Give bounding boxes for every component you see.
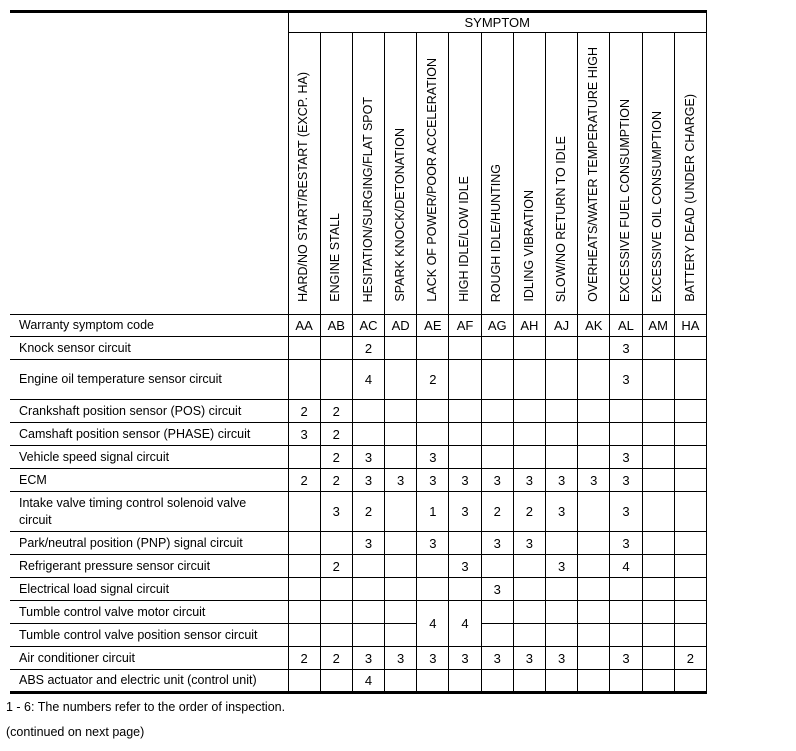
symptom-value-cell: 2 [352,492,384,532]
symptom-value-cell [320,601,352,624]
warranty-code-cell: AB [320,315,352,337]
footnotes [6,700,796,740]
symptom-value-cell: 3 [481,469,513,492]
symptom-value-cell: 3 [449,555,481,578]
symptom-value-cell [546,446,578,469]
symptom-value-cell [642,492,674,532]
symptom-column-header [610,33,642,315]
symptom-value-cell [546,670,578,693]
symptom-value-cell [449,423,481,446]
symptom-value-cell [385,601,417,624]
symptom-value-cell [481,601,513,624]
symptom-value-cell: 2 [320,555,352,578]
symptom-value-cell [385,337,417,360]
symptom-value-cell [385,532,417,555]
symptom-column-label: BATTERY DEAD (UNDER CHARGE) [682,94,697,302]
system-label-cell: Crankshaft position sensor (POS) circuit [10,400,288,423]
system-label-cell: Knock sensor circuit [10,337,288,360]
symptom-value-cell: 3 [546,492,578,532]
symptom-value-cell [578,446,610,469]
symptom-column-label: HIGH IDLE/LOW IDLE [457,176,472,302]
system-label-cell: Intake valve timing control solenoid valve circuit [10,492,288,532]
symptom-value-cell: 2 [320,400,352,423]
symptom-value-cell [481,446,513,469]
symptom-column-label: SPARK KNOCK/DETONATION [392,128,407,302]
symptom-value-cell [674,492,706,532]
symptom-value-cell [320,578,352,601]
symptom-value-cell [674,601,706,624]
system-row [10,423,707,446]
symptom-value-cell: 3 [610,446,642,469]
symptom-value-cell [288,446,320,469]
symptom-value-cell: 3 [546,555,578,578]
symptom-value-cell [578,360,610,400]
symptom-value-cell [449,578,481,601]
system-label-cell: Park/neutral position (PNP) signal circuit [10,532,288,555]
warranty-code-row [10,315,707,337]
symptom-value-cell [352,423,384,446]
symptom-value-cell: 3 [449,647,481,670]
symptom-column-header [449,33,481,315]
symptom-value-cell [352,624,384,647]
system-label-cell: Tumble control valve position sensor circuit [10,624,288,647]
symptom-value-cell [610,423,642,446]
symptom-value-cell [320,337,352,360]
warranty-code-cell: AG [481,315,513,337]
symptom-value-cell [642,532,674,555]
symptom-value-cell [546,624,578,647]
symptom-value-cell [642,578,674,601]
symptom-value-cell: 3 [385,647,417,670]
symptom-column-header [481,33,513,315]
symptom-header-row [10,12,707,33]
symptom-value-cell: 3 [610,360,642,400]
symptom-column-label: IDLING VIBRATION [521,190,536,302]
symptom-column-header [674,33,706,315]
symptom-value-cell [385,624,417,647]
symptom-value-cell [642,555,674,578]
system-row [10,532,707,555]
symptom-value-cell: 3 [352,446,384,469]
symptom-value-cell [642,469,674,492]
symptom-value-cell [449,446,481,469]
symptom-value-cell [385,360,417,400]
symptom-value-cell: 2 [288,400,320,423]
symptom-value-cell: 1 [417,492,449,532]
symptom-column-header [320,33,352,315]
symptom-value-cell [546,360,578,400]
symptom-value-cell [449,670,481,693]
system-label-cell: Vehicle speed signal circuit [10,446,288,469]
symptom-column-header [578,33,610,315]
symptom-value-cell [417,400,449,423]
symptom-value-cell: 3 [610,492,642,532]
symptom-value-cell: 2 [352,337,384,360]
symptom-value-cell [674,446,706,469]
symptom-value-cell: 3 [352,469,384,492]
symptom-value-cell [320,624,352,647]
symptom-column-label: HARD/NO START/RESTART (EXCP. HA) [296,72,311,302]
system-row [10,647,707,670]
symptom-value-cell [449,400,481,423]
symptom-value-cell [417,337,449,360]
symptom-value-cell [288,360,320,400]
symptom-value-cell [674,400,706,423]
symptom-value-cell [449,337,481,360]
warranty-code-cell: AD [385,315,417,337]
symptom-value-cell [417,670,449,693]
symptom-value-cell [385,492,417,532]
symptom-value-cell [513,670,545,693]
symptom-value-cell [642,670,674,693]
symptom-value-cell [546,337,578,360]
symptom-column-label: ROUGH IDLE/HUNTING [489,163,504,302]
symptom-value-cell [642,446,674,469]
symptom-value-cell [642,647,674,670]
symptom-value-cell [385,555,417,578]
symptom-value-cell: 4 [610,555,642,578]
symptom-value-cell [481,670,513,693]
symptom-column-header [513,33,545,315]
symptom-value-cell [610,601,642,624]
symptom-column-header [385,33,417,315]
symptom-column-label: ENGINE STALL [328,213,343,302]
symptom-value-cell: 2 [674,647,706,670]
symptom-value-cell: 3 [352,647,384,670]
symptom-value-cell [642,360,674,400]
symptom-value-cell: 3 [417,469,449,492]
symptom-column-label: OVERHEATS/WATER TEMPERATURE HIGH [585,47,600,302]
symptom-value-cell: 2 [320,469,352,492]
symptom-value-cell: 3 [546,469,578,492]
symptom-value-cell [610,624,642,647]
warranty-code-cell: AF [449,315,481,337]
symptom-value-cell: 3 [546,647,578,670]
symptom-value-cell [288,601,320,624]
symptom-value-cell: 3 [449,469,481,492]
symptom-value-cell [513,578,545,601]
symptom-value-cell [385,670,417,693]
symptom-value-cell: 2 [320,423,352,446]
symptom-value-cell: 3 [417,647,449,670]
symptom-value-cell [417,423,449,446]
symptom-value-cell [674,337,706,360]
symptom-value-cell [320,360,352,400]
symptom-value-cell [546,532,578,555]
symptom-column-label: SLOW/NO RETURN TO IDLE [553,135,568,302]
symptom-value-cell [385,446,417,469]
symptom-value-cell [642,624,674,647]
symptom-value-cell [546,400,578,423]
symptom-value-cell: 4 [449,601,481,647]
symptom-value-cell [610,400,642,423]
symptom-value-cell [674,624,706,647]
symptom-value-cell [417,578,449,601]
system-row [10,601,707,624]
symptom-column-label: EXCESSIVE OIL CONSUMPTION [650,110,665,302]
continued-note: (continued on next page) [6,724,145,739]
symptom-value-cell: 2 [417,360,449,400]
symptom-value-cell: 3 [513,532,545,555]
symptom-value-cell [288,624,320,647]
symptom-value-cell [513,601,545,624]
symptom-value-cell [320,670,352,693]
system-label-cell: Air conditioner circuit [10,647,288,670]
system-label-cell: ECM [10,469,288,492]
symptom-value-cell: 2 [288,469,320,492]
symptom-value-cell [578,555,610,578]
symptom-value-cell [546,423,578,446]
symptom-value-cell [449,532,481,555]
symptom-value-cell [320,532,352,555]
symptom-value-cell: 3 [610,337,642,360]
warranty-code-cell: AE [417,315,449,337]
symptom-value-cell [352,578,384,601]
symptom-value-cell [481,423,513,446]
symptom-value-cell [578,400,610,423]
warranty-code-cell: AK [578,315,610,337]
symptom-value-cell [513,400,545,423]
symptom-value-cell: 2 [288,647,320,670]
symptom-value-cell: 4 [417,601,449,647]
symptom-value-cell [481,624,513,647]
system-row [10,555,707,578]
system-row [10,337,707,360]
symptom-value-cell [481,400,513,423]
symptom-value-cell: 2 [320,647,352,670]
inspection-order-note: 1 - 6: The numbers refer to the order of inspection. [6,700,286,714]
symptom-value-cell [352,601,384,624]
warranty-code-cell: AM [642,315,674,337]
system-row [10,446,707,469]
symptom-value-cell: 2 [481,492,513,532]
symptom-column-header [288,33,320,315]
symptom-value-cell [481,360,513,400]
system-row [10,360,707,400]
symptom-value-cell [674,360,706,400]
symptom-value-cell [546,601,578,624]
symptom-value-cell [674,423,706,446]
system-label-cell: Refrigerant pressure sensor circuit [10,555,288,578]
warranty-code-cell: AJ [546,315,578,337]
symptom-value-cell [385,423,417,446]
symptom-value-cell: 3 [513,647,545,670]
symptom-value-cell: 3 [610,532,642,555]
symptom-value-cell: 3 [481,578,513,601]
symptom-value-cell [352,400,384,423]
symptom-value-cell [288,337,320,360]
system-row [10,469,707,492]
symptom-value-cell: 3 [578,469,610,492]
symptom-column-header [352,33,384,315]
symptom-value-cell [610,578,642,601]
symptom-value-cell [288,670,320,693]
system-label-cell: Electrical load signal circuit [10,578,288,601]
warranty-code-cell: AA [288,315,320,337]
system-label-cell: Tumble control valve motor circuit [10,601,288,624]
symptom-value-cell [578,337,610,360]
symptom-column-label: EXCESSIVE FUEL CONSUMPTION [618,98,633,302]
symptom-value-cell: 3 [481,647,513,670]
symptom-value-cell [513,555,545,578]
symptom-value-cell [385,578,417,601]
symptom-column-header [546,33,578,315]
symptom-value-cell [352,555,384,578]
system-label-cell: Engine oil temperature sensor circuit [10,360,288,400]
symptom-value-cell: 4 [352,670,384,693]
symptom-value-cell: 3 [288,423,320,446]
symptom-value-cell [578,670,610,693]
symptom-header-cell: SYMPTOM [288,12,707,33]
symptom-value-cell [578,578,610,601]
symptom-value-cell: 3 [449,492,481,532]
symptom-column-label: HESITATION/SURGING/FLAT SPOT [360,96,375,302]
symptom-value-cell: 3 [320,492,352,532]
symptom-value-cell [610,670,642,693]
symptom-value-cell [642,400,674,423]
symptom-value-cell [578,624,610,647]
symptom-value-cell: 3 [417,446,449,469]
symptom-value-cell: 3 [513,469,545,492]
warranty-code-row-label: Warranty symptom code [10,315,288,337]
symptom-diagnosis-table [10,10,707,694]
warranty-code-cell: AL [610,315,642,337]
symptom-value-cell [578,647,610,670]
symptom-value-cell: 3 [610,469,642,492]
symptom-value-cell [481,337,513,360]
symptom-value-cell [288,555,320,578]
symptom-value-cell: 3 [481,532,513,555]
symptom-column-header [642,33,674,315]
symptom-value-cell [385,400,417,423]
symptom-value-cell [578,532,610,555]
symptom-value-cell [288,532,320,555]
symptom-value-cell: 3 [352,532,384,555]
symptom-value-cell [481,555,513,578]
system-label-cell: ABS actuator and electric unit (control unit) [10,670,288,693]
symptom-value-cell [513,446,545,469]
symptom-value-cell [642,423,674,446]
symptom-value-cell [674,469,706,492]
warranty-code-cell: AH [513,315,545,337]
symptom-value-cell [674,578,706,601]
symptom-value-cell: 3 [610,647,642,670]
symptom-value-cell [449,360,481,400]
symptom-value-cell [578,601,610,624]
symptom-value-cell: 2 [513,492,545,532]
symptom-value-cell: 3 [417,532,449,555]
symptom-value-cell [674,670,706,693]
symptom-value-cell [578,492,610,532]
symptom-value-cell [642,337,674,360]
symptom-value-cell: 3 [385,469,417,492]
system-label-cell: Camshaft position sensor (PHASE) circuit [10,423,288,446]
symptom-value-cell [642,601,674,624]
symptom-value-cell [288,492,320,532]
symptom-value-cell [513,337,545,360]
symptom-value-cell [578,423,610,446]
symptom-value-cell: 4 [352,360,384,400]
system-row [10,670,707,693]
warranty-code-cell: AC [352,315,384,337]
symptom-value-cell [674,532,706,555]
symptom-value-cell [513,624,545,647]
warranty-code-cell: HA [674,315,706,337]
symptom-value-cell [417,555,449,578]
symptom-value-cell [513,423,545,446]
system-row [10,492,707,532]
symptom-value-cell [288,578,320,601]
system-row [10,400,707,423]
symptom-value-cell: 2 [320,446,352,469]
symptom-column-label: LACK OF POWER/POOR ACCELERATION [424,58,439,302]
corner-cell [10,12,288,315]
symptom-column-header [417,33,449,315]
symptom-value-cell [674,555,706,578]
system-row [10,578,707,601]
symptom-value-cell [546,578,578,601]
system-row [10,624,707,647]
symptom-value-cell [513,360,545,400]
